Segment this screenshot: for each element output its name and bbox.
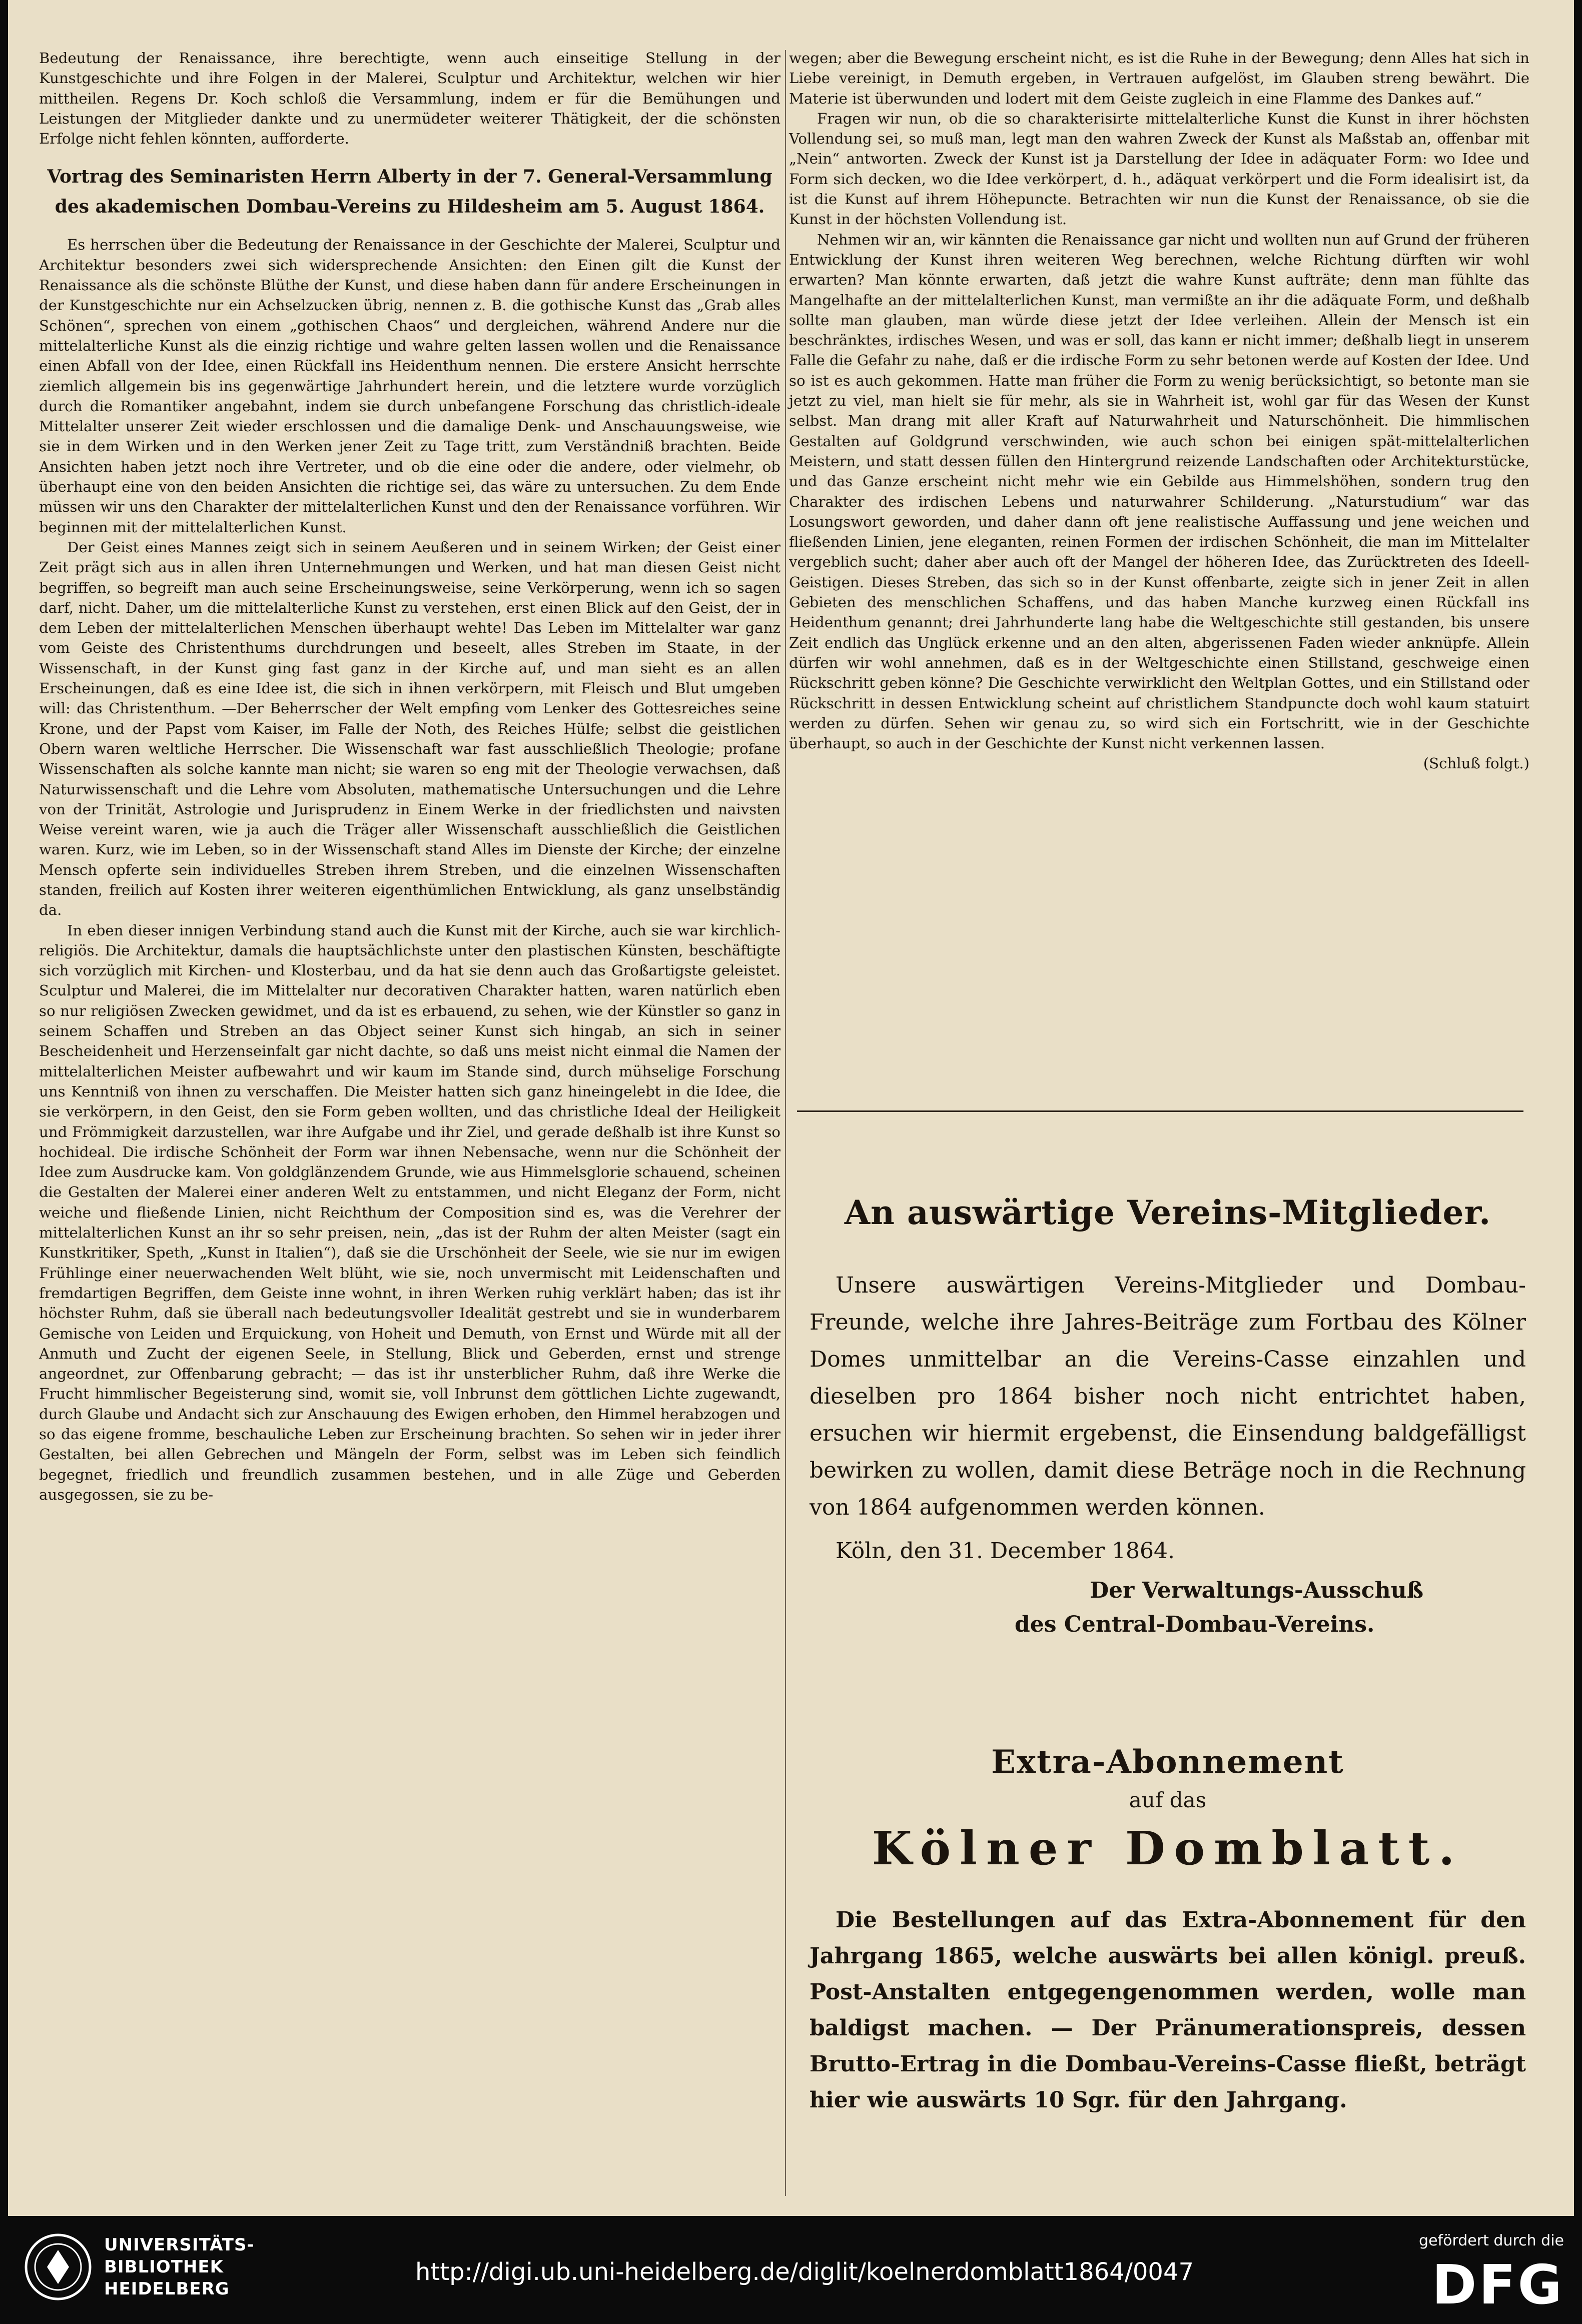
column-divider	[785, 50, 786, 2196]
source-url-link[interactable]: http://digi.ub.uni-heidelberg.de/diglit/koelnerdomblatt1864/0047	[415, 2258, 1194, 2286]
members-notice-title: An auswärtige Vereins-Mitglieder.	[844, 1193, 1491, 1232]
signer-line: des Central-Dombau-Vereins.	[1015, 1612, 1375, 1637]
signer-line: Der Verwaltungs-Ausschuß	[1090, 1578, 1424, 1603]
right-column	[789, 48, 1529, 774]
subscription-subtitle: auf das	[1129, 1788, 1207, 1812]
university-seal-icon	[23, 2232, 93, 2302]
intro-paragraph: Bedeutung der Renaissance, ihre berechtigte, wenn auch einseitige Stellung in der Kunstgeschichte und ihre Folgen in der Malerei, Sculptur und Architektur, welchen wir hier mittheilen. Regens Dr. Koch schloß die Versammlung, indem er für die Bemühungen und Leistungen der Mitglieder dankte und zu unermüdeter weiterer Thätigkeit, der die schönsten Erfolge nicht fehlen könnten, aufforderte.	[39, 50, 780, 148]
funded-by-label: gefördert durch die	[1419, 2232, 1564, 2249]
subscription-body: Die Bestellungen auf das Extra-Abonnement für den Jahrgang 1865, welche auswärts bei allen königl. preuß. Post-Anstalten entgegengenommen werden, wolle man baldigst machen. — Der Pränumerationspreis, dessen Brutto-Ertrag in die Dombau-Vereins-Casse fließt, beträgt hier wie auswärts 10 Sgr. für den Jahrgang.	[810, 1907, 1526, 2113]
article-paragraph: Nehmen wir an, wir kännten die Renaissance gar nicht und wollten nun auf Grund der früheren Entwicklung der Kunst ihren weiteren Weg berechnen, welche Richtung dürften wir wohl erwarten? Man könnte erwarten, daß jetzt die wahre Kunst aufträte; denn man fühlte das Mangelhafte an der mittelalterlichen Kunst, man vermißte an ihr die adäquate Form, und deßhalb sollte man glauben, man würde diese jetzt der Idee verleihen. Allein der Mensch ist ein beschränktes, irdisches Wesen, und was er soll, das kann er nicht immer; deßhalb liegt in unserem Falle die Gefahr zu nahe, daß er die irdische Form zu sehr betonen werde auf Kosten der Idee. Und so ist es auch gekommen. Hatte man früher die Form zu wenig berücksichtigt, so betonte man sie jetzt zu viel, man hielt sie für mehr, als sie in Wahrheit ist, wohl gar für das Wesen der Kunst selbst. Man drang mit aller Kraft auf Naturwahrheit und Naturschönheit. Die himmlischen Gestalten auf Goldgrund verschwinden, wie auch schon bei einigen spät-mittelalterlichen Meistern, und statt dessen füllen den Hintergrund reizende Landschaften oder Architekturstücke, und das Ganze erscheint nicht mehr wie ein Gebilde aus Himmelshöhen, sondern trug den Charakter des irdischen Lebens und naturwahrer Schilderung. „Naturstudium“ war das Losungswort geworden, und daher dann oft jene realistische Auffassung und jene weichen und fließenden Linien, jene eleganten, reinen Formen der irdischen Schönheit, die man im Mittelalter vergeblich sucht; daher aber auch oft der Mangel der höheren Idee, das Zurücktreten des Ideell-Geistigen. Dieses Streben, das sich so in der Kunst offenbarte, zeigte sich in jener Zeit in allen Gebieten des menschlichen Schaffens, und das haben Manche kurzweg einen Rückfall ins Heidenthum genannt; drei Jahrhunderte lang habe die Weltgeschichte still gestanden, bis unsere Zeit endlich das Unglück erkenne und an den alten, abgerissenen Faden wieder anknüpfe. Allein dürfen wir wohl annehmen, daß es in der Weltgeschichte einen Stillstand, geschweige einen Rückschritt geben könne? Die Geschichte verwirklicht den Weltplan Gottes, und ein Stillstand oder Rückschritt in dessen Entwicklung scheint auf christlichem Standpuncte doch wohl kaum statuirt werden zu dürfen. Sehen wir genau zu, so wird sich ein Fortschritt, wie in der Geschichte überhaupt, so auch in der Geschichte der Kunst nicht verkennen lassen.	[789, 231, 1529, 752]
members-notice-signer	[1015, 1574, 1526, 1642]
section-rule	[797, 1110, 1523, 1112]
left-column	[39, 48, 780, 1505]
members-notice-date: Köln, den 31. December 1864.	[836, 1538, 1175, 1564]
article-paragraph: Fragen wir nun, ob die so charakterisirte mittelalterliche Kunst die Kunst in ihrer höchsten Vollendung sei, so muß man, legt man den wahren Zweck der Kunst als Maßstab an, offenbar mit „Nein“ antworten. Zweck der Kunst ist ja Darstellung der Idee in adäquater Form: wo Idee und Form sich decken, wo die Idee verkörpert, d. h., adäquat verkörpert und die Form idealisirt ist, da ist die Kunst auf ihrem Höhepuncte. Betrachten wir nun die Kunst der Renaissance, ob sie die Kunst in der höchsten Vollendung ist.	[789, 110, 1529, 228]
newspaper-page	[8, 0, 1574, 2216]
institution-name: UNIVERSITÄTS- BIBLIOTHEK HEIDELBERG	[104, 2235, 255, 2299]
subscription-title: Extra-Abonnement	[991, 1743, 1344, 1781]
to-be-continued: (Schluß folgt.)	[1423, 755, 1529, 772]
article-paragraph: In eben dieser innigen Verbindung stand auch die Kunst mit der Kirche, auch sie war kirchlich-religiös. Die Architektur, damals die hauptsächlichste unter den plastischen Künsten, beschäftigte sich vorzüglich mit Kirchen- und Klosterbau, und da hat sie denn auch das Großartigste geleistet. Sculptur und Malerei, die im Mittelalter nur decorativen Charakter hatten, waren natürlich eben so nur religiösen Zwecken gewidmet, und da ist es erbauend, zu sehen, wie der Künstler so ganz in seinem Schaffen und Streben an das Object seiner Kunst sich hingab, an sich in seiner Bescheidenheit und Herzenseinfalt gar nicht dachte, so daß uns meist nicht einmal die Namen der mittelalterlichen Meister aufbewahrt und wir kaum im Stande sind, durch mühselige Forschung uns Kenntniß von ihnen zu verschaffen. Die Meister hatten sich ganz hineingelebt in die Idee, die sie verkörpern, in den Geist, den sie Form geben wollten, und das christliche Ideal der Heiligkeit und Frömmigkeit darzustellen, war ihre Aufgabe und ihr Ziel, und gerade deßhalb ist ihre Kunst so hochideal. Die irdische Schönheit der Form war ihnen Nebensache, wenn nur die Schönheit der Idee zum Ausdrucke kam. Von goldglänzendem Grunde, wie aus Himmelsglorie schauend, scheinen die Gestalten der Malerei einer anderen Welt zu entstammen, und nicht Eleganz der Form, nicht weiche und fließende Linien, nicht Reichthum der Composition sind es, was die Verehrer der mittelalterlichen Kunst an ihr so sehr preisen, nein, „das ist der Ruhm der alten Meister (sagt ein Kunstkritiker, Speth, „Kunst in Italien“), daß sie die Urschönheit der Seele, wie sie nur im ewigen Frühlinge einer neuerwachenden Welt blüht, wie sie, noch unvermischt mit Leidenschaften und fremdartigen Begriffen, dem Geiste inne wohnt, in ihren Werken ruhig verklärt haben; das ist ihr höchster Ruhm, daß sie überall nach bedeutungsvoller Idealität gestrebt und sie in wunderbarem Gemische von Leiden und Erquickung, von Hoheit und Demuth, von Ernst und Würde mit all der Anmuth und Zucht der eigenen Seele, in Stellung, Blick und Geberden, ernst und strenge angeordnet, zur Offenbarung gebracht; — das ist ihr unsterblicher Ruhm, daß ihre Werke die Frucht himmlischer Begeisterung sind, womit sie, voll Inbrunst dem göttlichen Lichte zugewandt, durch Glaube und Andacht sich zur Anschauung des Ewigen erhoben, den Himmel herabzogen und so das eigene fromme, beschauliche Leben zur Erscheinung brachten. So sehen wir in jeder ihrer Gestalten, bei allen Gebrechen und Mängeln der Form, selbst was im Leben sich feindlich begegnet, friedlich und freundlich zusammen bestehen, und in alle Züge und Geberden ausgegossen, sie zu be-	[39, 921, 780, 1503]
article-paragraph: Der Geist eines Mannes zeigt sich in seinem Aeußeren und in seinem Wirken; der Geist einer Zeit prägt sich aus in allen ihren Unternehmungen und Werken, und hat man diesen Geist nicht begriffen, so begreift man auch seine Erscheinungsweise, seine Verkörperung, wenn ich so sagen darf, nicht. Daher, um die mittelalterliche Kunst zu verstehen, erst einen Blick auf den Geist, der in dem Leben der mittelalterlichen Menschen überhaupt wehte! Das Leben im Mittelalter war ganz vom Geiste des Christenthums durchdrungen und beseelt, alles Streben im Staate, in der Wissenschaft, in der Kunst ging fast ganz in der Kirche auf, und man sieht es an allen Erscheinungen, daß es eine Idee ist, die sich in ihnen verkörpern, mit Fleisch und Blut umgeben will: das Christenthum. —Der Beherrscher der Welt empfing vom Lenker des Gottesreiches seine Krone, und der Papst vom Kaiser, im Falle der Noth, des Reiches Hülfe; selbst die geistlichen Obern waren weltliche Herrscher. Die Wissenschaft war fast ausschließlich Theologie; profane Wissenschaften als solche kannte man nicht; sie waren so eng mit der Theologie verwachsen, daß Naturwissenschaft und die Lehre vom Absoluten, mathematische Untersuchungen und die Lehre von der Trinität, Astrologie und Jurisprudenz in Einem Werke in der friedlichsten und naivsten Weise vereint waren, wie ja auch die Träger aller Wissenschaft ausschließlich die Geistlichen waren. Kurz, wie im Leben, so in der Wissenschaft stand Alles im Dienste der Kirche; der einzelne Mensch opferte sein individuelles Streben ihrem Streben, und die einzelnen Wissenschaften standen, freilich auf Kosten ihrer weiteren eigenthümlichen Entwicklung, als ganz unselbständig da.	[39, 538, 780, 919]
members-notice-body: Unsere auswärtigen Vereins-Mitglieder und Dombau-Freunde, welche ihre Jahres-Beiträge zum Fortbau des Kölner Domes unmittelbar an die Vereins-Casse einzahlen und dieselben pro 1864 bisher noch nicht entrichtet haben, ersuchen wir hiermit ergebenst, die Einsendung baldgefälligst bewirken zu wollen, damit diese Beträge noch in die Rechnung von 1864 aufgenommen werden können.	[810, 1273, 1526, 1520]
subscription-notice	[810, 1743, 1526, 2118]
article-paragraph: wegen; aber die Bewegung erscheint nicht, es ist die Ruhe in der Bewegung; denn Alles hat sich in Liebe vereinigt, in Demuth ergeben, in Vertrauen aufgelöst, im Glauben streng bewährt. Die Materie ist überwunden und lodert mit dem Geiste zugleich in eine Flamme des Dankes auf.“	[789, 50, 1529, 107]
article-paragraph: Es herrschen über die Bedeutung der Renaissance in der Geschichte der Malerei, Sculptur und Architektur besonders zwei sich widersprechende Ansichten: den Einen gilt die Kunst der Renaissance als die schönste Blüthe der Kunst, und diese haben dann für andere Erscheinungen in der Kunstgeschichte nur ein Achselzucken übrig, nennen z. B. die gothische Kunst das „Grab alles Schönen“, sprechen von einem „gothischen Chaos“ und dergleichen, während Andere nur die mittelalterliche Kunst als die einzig richtige und wahre gelten lassen wollen und die Renaissance einen Abfall von der Idee, einen Rückfall ins Heidenthum nennen. Die erstere Ansicht herrschte ziemlich allgemein bis ins gegenwärtige Jahrhundert herein, und die letztere wurde vorzüglich durch die Romantiker angebahnt, indem sie durch unbefangene Forschung das christlich-ideale Mittelalter unserer Zeit wieder erschlossen und die damalige Denk- und Anschauungsweise, wie sie in dem Wirken und in den Werken jener Zeit zu Tage tritt, zum Verständniß brachten. Beide Ansichten haben jetzt noch ihre Vertreter, und ob die eine oder die andere, oder vielmehr, ob überhaupt eine von den beiden Ansichten die richtige sei, das wäre zu untersuchen. Zu dem Ende müssen wir uns den Charakter der mittelalterlichen Kunst und den der Renaissance vorführen. Wir beginnen mit der mittelalterlichen Kunst.	[39, 236, 780, 536]
paper-name: Kölner Domblatt.	[872, 1821, 1464, 1875]
dfg-logo: DFG	[1431, 2254, 1564, 2316]
footer-bar	[0, 2216, 1582, 2324]
lecture-heading: Vortrag des Seminaristen Herrn Alberty in der 7. General-Versammlung des akademischen Dombau-Vereins zu Hildesheim am 5. August 1864.	[47, 166, 772, 218]
members-notice	[810, 1193, 1526, 1642]
